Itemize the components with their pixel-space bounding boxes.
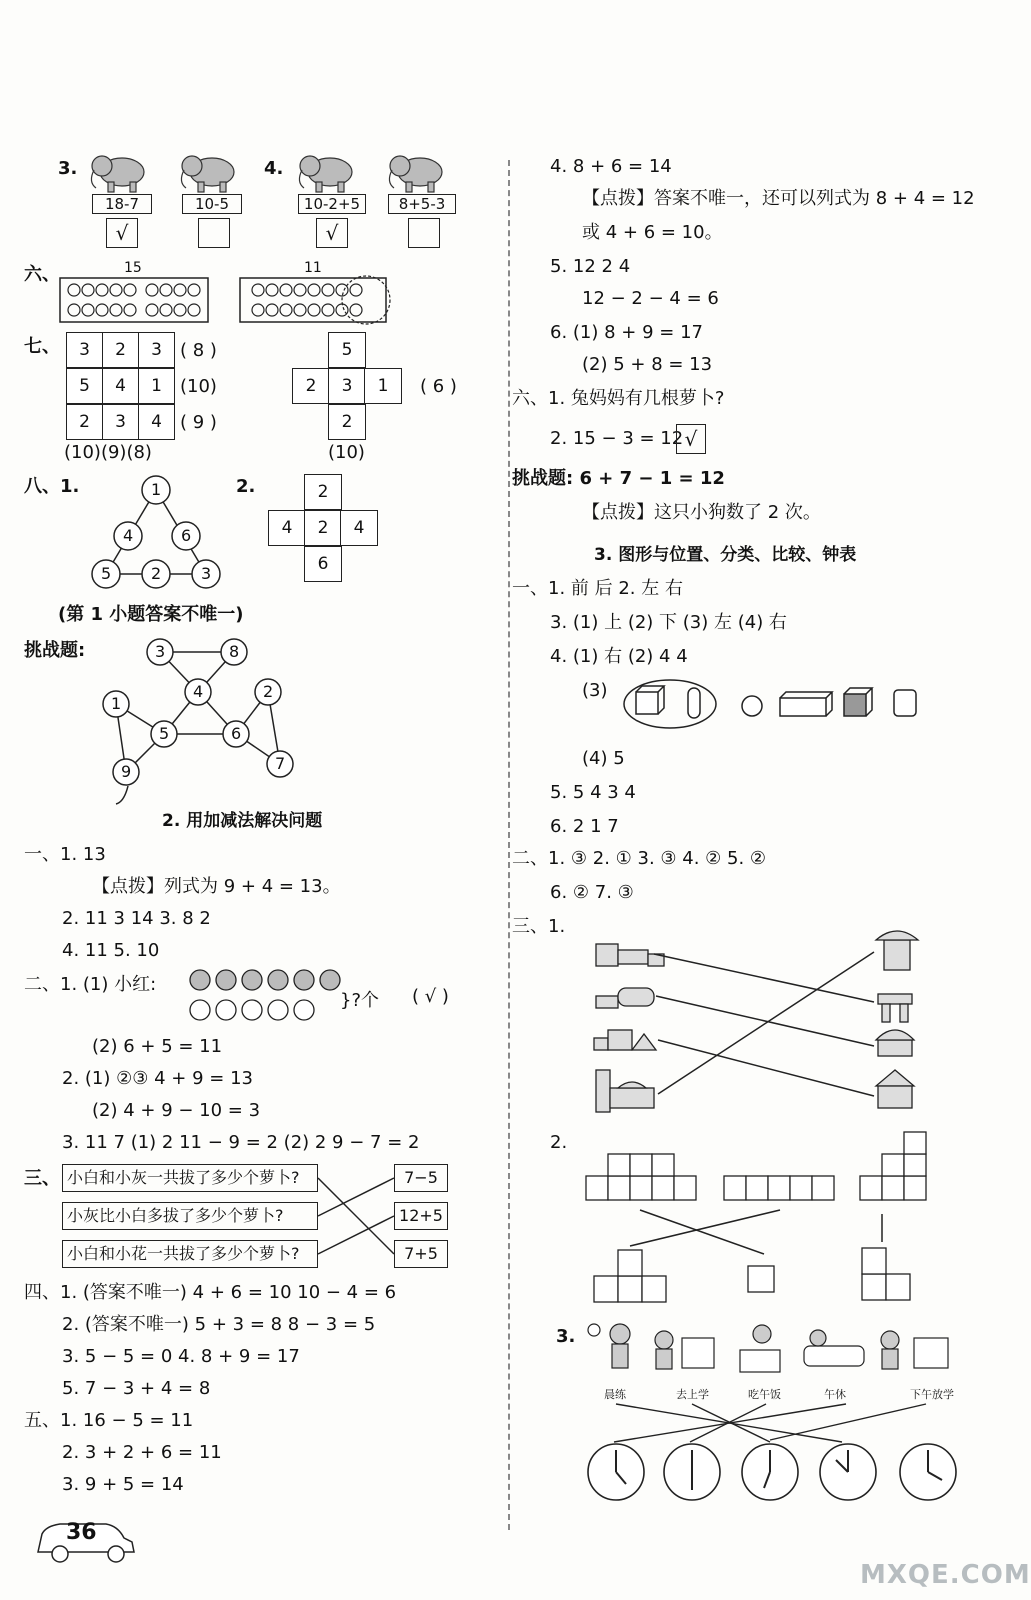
circles-frames — [58, 276, 398, 326]
grid-cell: 1 — [138, 368, 175, 404]
cross2-left: 4 — [268, 510, 306, 546]
graph-node: 9 — [121, 762, 132, 781]
match-question-3: 小白和小花一共拔了多少个萝卜? — [62, 1240, 318, 1268]
solids-diagram — [622, 676, 922, 736]
time-label: 去上学 — [676, 1388, 709, 1401]
u2-line: 二、1. (1) 小红: — [24, 974, 157, 995]
u2-line: (2) 4 + 9 − 10 = 3 — [92, 1100, 261, 1121]
r-line: 12 − 2 − 4 = 6 — [582, 288, 719, 309]
graph-node: 2 — [263, 682, 274, 701]
u2-line: 5. 7 − 3 + 4 = 8 — [62, 1378, 211, 1399]
unit2-title: 2. 用加减法解决问题 — [162, 811, 323, 831]
r-line: 4. 8 + 6 = 14 — [550, 156, 672, 177]
sec8-note: (第 1 小题答案不唯一) — [58, 604, 244, 625]
r-check-box[interactable]: √ — [676, 424, 706, 454]
elephant-expr-1: 18-7 — [92, 194, 152, 214]
tri-node: 2 — [151, 564, 162, 583]
clocks-diagram — [586, 1400, 966, 1510]
u2-line: 2. (答案不唯一) 5 + 3 = 8 8 − 3 = 5 — [62, 1314, 376, 1335]
watermark: MXQE.COM — [860, 1560, 1031, 1590]
q4-label: 4. — [264, 158, 284, 179]
cross2-bottom: 6 — [304, 546, 342, 582]
u2-line: 2. 11 3 14 3. 8 2 — [62, 908, 211, 929]
sec8-label: 八、1. — [24, 476, 80, 497]
unit3-title: 3. 图形与位置、分类、比较、钟表 — [594, 545, 857, 565]
r-line: 5. 5 4 3 4 — [550, 782, 636, 803]
u2-line: (2) 6 + 5 = 11 — [92, 1036, 223, 1057]
u2-line: 一、1. 13 — [24, 844, 106, 865]
sec7-label: 七、 — [24, 336, 60, 357]
r-line: 一、1. 前 后 2. 左 右 — [512, 578, 683, 599]
cube-diagram — [584, 1126, 944, 1326]
sec3-label: 三、 — [24, 1168, 60, 1189]
u2-line: 4. 11 5. 10 — [62, 940, 160, 961]
r-line: (3) — [582, 680, 608, 701]
r-challenge: 挑战题: 6 + 7 − 1 = 12 — [512, 468, 725, 489]
r-line: 6. ② 7. ③ — [550, 882, 634, 903]
elephant-expr-3: 10-2+5 — [298, 194, 366, 214]
u2-line: 3. 11 7 (1) 2 11 − 9 = 2 (2) 2 9 − 7 = 2 — [62, 1132, 420, 1153]
cross2-top: 2 — [304, 474, 342, 510]
check-box-1[interactable]: √ — [106, 218, 138, 248]
u2-tip: 【点拨】列式为 9 + 4 = 13。 — [92, 876, 341, 897]
cross-right: 1 — [364, 368, 402, 404]
graph-node: 3 — [155, 642, 166, 661]
daily-activity-icons — [586, 1320, 956, 1392]
r-q2-label: 2. — [550, 1132, 568, 1153]
question-mark: }?个 — [340, 990, 380, 1011]
r-tip: 【点拨】这只小狗数了 2 次。 — [582, 502, 821, 523]
r-line: 或 4 + 6 = 10。 — [582, 222, 723, 243]
grid-cell: 3 — [66, 332, 103, 368]
q3-label: 3. — [58, 158, 78, 179]
cross-bottom: 2 — [328, 404, 366, 440]
r-line: 六、1. 兔妈妈有几根萝卜? — [512, 388, 725, 409]
r-line: 2. 15 − 3 = 12 — [550, 428, 684, 449]
u2-line: 3. 9 + 5 = 14 — [62, 1474, 184, 1495]
time-label: 晨练 — [604, 1388, 626, 1401]
challenge-graph — [96, 632, 306, 812]
row-sum-2: (10) — [180, 376, 217, 397]
r-line: (4) 5 — [582, 748, 625, 769]
match-lines — [318, 1160, 398, 1270]
graph-node: 1 — [111, 694, 122, 713]
graph-node: 4 — [193, 682, 204, 701]
sec8-q2-label: 2. — [236, 476, 256, 497]
sec6-label: 六、 — [24, 264, 60, 285]
u2-line: 五、1. 16 − 5 = 11 — [24, 1410, 194, 1431]
r-line: 二、1. ③ 2. ① 3. ③ 4. ② 5. ② — [512, 848, 767, 869]
r-line: 4. (1) 右 (2) 4 4 — [550, 646, 688, 667]
tri-node: 4 — [123, 526, 134, 545]
grid-cell: 4 — [138, 404, 175, 440]
time-label: 吃午饭 — [748, 1388, 781, 1401]
grid-cell: 2 — [66, 404, 103, 440]
tri-node: 3 — [201, 564, 212, 583]
r-tip: 【点拨】答案不唯一，还可以列式为 8 + 4 = 12 — [582, 188, 975, 209]
cross2-center: 2 — [304, 510, 342, 546]
tri-node: 5 — [101, 564, 112, 583]
circle-compare — [186, 966, 346, 1026]
match-question-1: 小白和小灰一共拔了多少个萝卜? — [62, 1164, 318, 1192]
tri-node: 6 — [181, 526, 192, 545]
graph-node: 7 — [275, 754, 286, 773]
match-answer-3: 7+5 — [394, 1240, 448, 1268]
r-line: (2) 5 + 8 = 13 — [582, 354, 713, 375]
check-box-2[interactable] — [198, 218, 230, 248]
cross-bottom-sum: (10) — [328, 442, 365, 463]
cross-left: 2 — [292, 368, 330, 404]
r-q3-label: 3. — [556, 1326, 576, 1347]
r-line: 6. 2 1 7 — [550, 816, 619, 837]
elephant-expr-2: 10-5 — [182, 194, 242, 214]
count-15: 15 — [124, 260, 142, 276]
grid-cell: 3 — [138, 332, 175, 368]
u2-line: 2. (1) ②③ 4 + 9 = 13 — [62, 1068, 253, 1089]
q21-check: ( √ ) — [412, 986, 449, 1007]
challenge-label: 挑战题: — [24, 640, 86, 661]
elephant-expr-4: 8+5-3 — [388, 194, 456, 214]
cross-top: 5 — [328, 332, 366, 368]
grid-cell: 3 — [102, 404, 139, 440]
match-answer-2: 12+5 — [394, 1202, 448, 1230]
count-11: 11 — [304, 260, 322, 276]
r-line: 5. 12 2 4 — [550, 256, 631, 277]
u2-line: 四、1. (答案不唯一) 4 + 6 = 10 10 − 4 = 6 — [24, 1282, 397, 1303]
check-box-3[interactable]: √ — [316, 218, 348, 248]
row-sum-1: ( 8 ) — [180, 340, 217, 361]
time-label: 下午放学 — [910, 1388, 954, 1401]
column-divider — [508, 160, 510, 1530]
row-sum-3: ( 9 ) — [180, 412, 217, 433]
u2-line: 3. 5 − 5 = 0 4. 8 + 9 = 17 — [62, 1346, 300, 1367]
page-number: 36 — [66, 1520, 97, 1545]
time-label: 午休 — [824, 1388, 846, 1401]
col-sums: (10)(9)(8) — [64, 442, 152, 463]
block-match-diagram — [588, 918, 928, 1118]
graph-node: 6 — [231, 724, 242, 743]
tri-node: 1 — [151, 480, 162, 499]
cross-right-sum: ( 6 ) — [420, 376, 457, 397]
grid-cell: 2 — [102, 332, 139, 368]
u2-line: 2. 3 + 2 + 6 = 11 — [62, 1442, 222, 1463]
match-answer-1: 7−5 — [394, 1164, 448, 1192]
graph-node: 5 — [159, 724, 170, 743]
grid-cell: 4 — [102, 368, 139, 404]
cross2-right: 4 — [340, 510, 378, 546]
match-question-2: 小灰比小白多拔了多少个萝卜? — [62, 1202, 318, 1230]
check-box-4[interactable] — [408, 218, 440, 248]
graph-node: 8 — [229, 642, 240, 661]
r-line: 3. (1) 上 (2) 下 (3) 左 (4) 右 — [550, 612, 787, 633]
r-line: 6. (1) 8 + 9 = 17 — [550, 322, 703, 343]
grid-cell: 5 — [66, 368, 103, 404]
r-line: 三、1. — [512, 916, 566, 937]
cross-center: 3 — [328, 368, 366, 404]
